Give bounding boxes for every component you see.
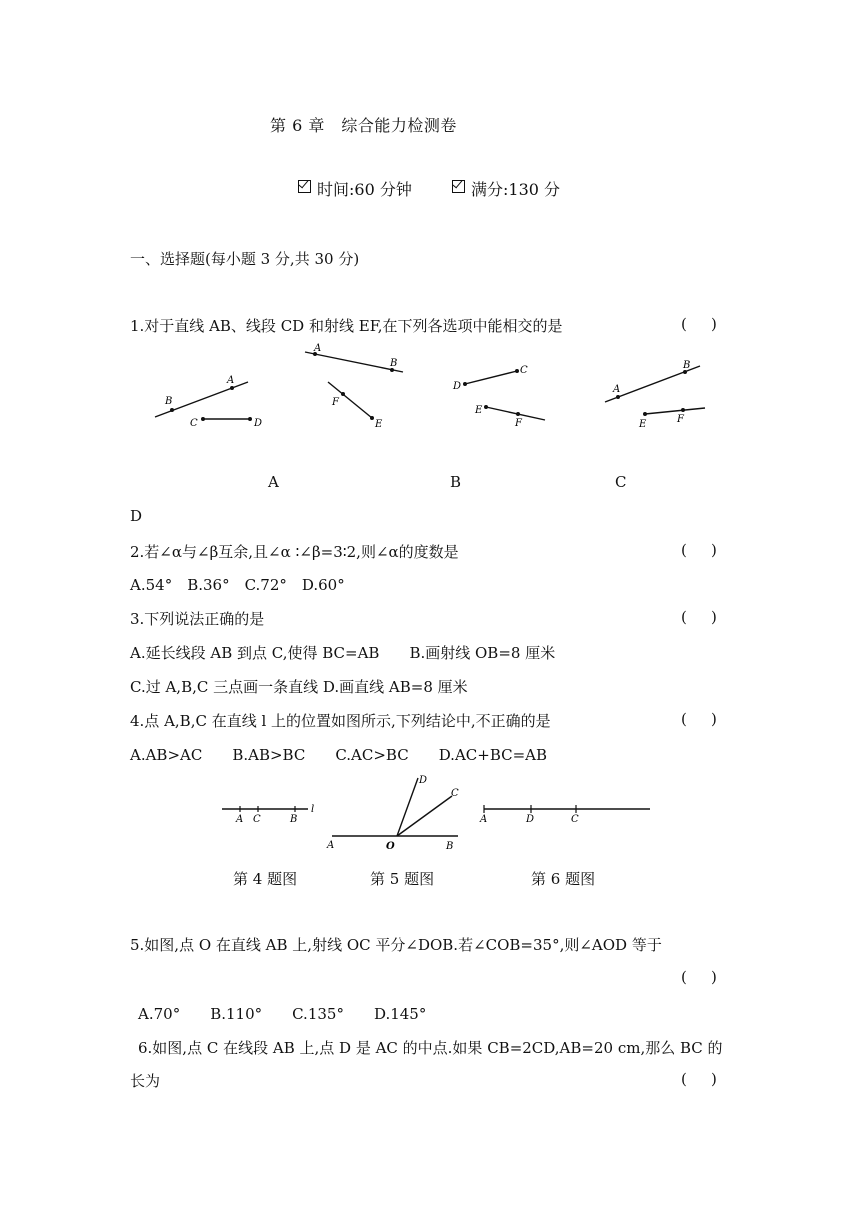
point-a-label: A	[613, 384, 621, 395]
question-5: 5.如图,点 O 在直线 AB 上,射线 OC 平分∠DOB.若∠COB=35°,则∠AOD 等于	[130, 936, 662, 954]
answer-paren: ( )	[681, 1070, 717, 1088]
line-l-label: l	[311, 804, 315, 815]
point-d-label: D	[453, 381, 462, 392]
q1-figure-a	[155, 375, 262, 429]
q5-options: A.70° B.110° C.135° D.145°	[138, 1005, 427, 1023]
q1-option-d: D	[130, 507, 143, 525]
question-1: 1.对于直线 AB、线段 CD 和射线 EF,在下列各选项中能相交的是	[130, 317, 563, 335]
point-a-label: A	[480, 814, 488, 825]
figure-6-caption: 第 6 题图	[531, 870, 596, 888]
point-f-label: F	[332, 397, 339, 408]
question-2: 2.若∠α与∠β互余,且∠α ∶∠β=3∶2,则∠α的度数是	[130, 543, 459, 561]
point-f-label: F	[515, 418, 522, 429]
answer-paren: ( )	[681, 315, 717, 333]
question-3: 3.下列说法正确的是	[130, 610, 265, 628]
time-label: 时间:60 分钟	[317, 180, 412, 199]
score-info	[452, 177, 560, 200]
point-e-label: E	[375, 419, 383, 430]
q3-options-2: C.过 A,B,C 三点画一条直线 D.画直线 AB=8 厘米	[130, 678, 468, 696]
q4-options: A.AB>AC B.AB>BC C.AC>BC D.AC+BC=AB	[130, 746, 548, 764]
point-c-label: C	[571, 814, 579, 825]
q3-options-1: A.延长线段 AB 到点 C,使得 BC=AB B.画射线 OB=8 厘米	[130, 644, 556, 662]
q1-option-a: A	[268, 473, 279, 491]
point-d-label: D	[419, 775, 428, 786]
point-b-label: B	[446, 841, 454, 852]
section-heading: 一、选择题(每小题 3 分,共 30 分)	[130, 250, 360, 268]
point-c-label: C	[253, 814, 261, 825]
point-c-label: C	[190, 418, 198, 429]
point-d-label: D	[254, 418, 263, 429]
figure-6	[479, 805, 650, 825]
point-f-label: F	[677, 414, 684, 425]
checkbox-icon	[452, 180, 465, 193]
time-info	[298, 177, 412, 200]
q2-options: A.54° B.36° C.72° D.60°	[130, 576, 345, 594]
point-e-label: E	[475, 405, 483, 416]
point-a-label: A	[327, 840, 335, 851]
question-4: 4.点 A,B,C 在直线 l 上的位置如图所示,下列结论中,不正确的是	[130, 712, 551, 730]
point-a-label: A	[227, 375, 235, 386]
figures-4-5-6	[215, 772, 660, 854]
figure-4	[222, 804, 314, 825]
point-b-label: B	[390, 358, 398, 369]
answer-paren: ( )	[681, 968, 717, 986]
figure-5	[326, 775, 459, 852]
page-title: 第 6 章 综合能力检测卷	[270, 116, 457, 135]
question-6: 6.如图,点 C 在线段 AB 上,点 D 是 AC 的中点.如果 CB=2CD,AB=20 cm,那么 BC 的	[138, 1039, 723, 1057]
question-6-cont: 长为	[130, 1072, 161, 1090]
figure-4-caption: 第 4 题图	[233, 870, 298, 888]
answer-paren: ( )	[681, 710, 717, 728]
point-d-label: D	[526, 814, 535, 825]
point-b-label: B	[165, 396, 173, 407]
score-label: 满分:130 分	[471, 180, 561, 199]
q1-figure-b	[305, 343, 403, 430]
answer-paren: ( )	[681, 541, 717, 559]
point-c-label: C	[520, 365, 528, 376]
q1-figures	[140, 340, 720, 440]
point-o-label: O	[386, 841, 395, 852]
point-a-label: A	[314, 343, 322, 354]
point-e-label: E	[639, 419, 647, 430]
point-c-label: C	[451, 788, 459, 799]
answer-paren: ( )	[681, 608, 717, 626]
q1-option-c: C	[615, 473, 627, 491]
checkbox-icon	[298, 180, 311, 193]
q1-option-b: B	[450, 473, 462, 491]
q1-figure-c	[452, 365, 545, 429]
figure-5-caption: 第 5 题图	[370, 870, 435, 888]
q1-figure-d	[605, 360, 705, 430]
point-a-label: A	[236, 814, 244, 825]
point-b-label: B	[290, 814, 298, 825]
point-b-label: B	[683, 360, 691, 371]
